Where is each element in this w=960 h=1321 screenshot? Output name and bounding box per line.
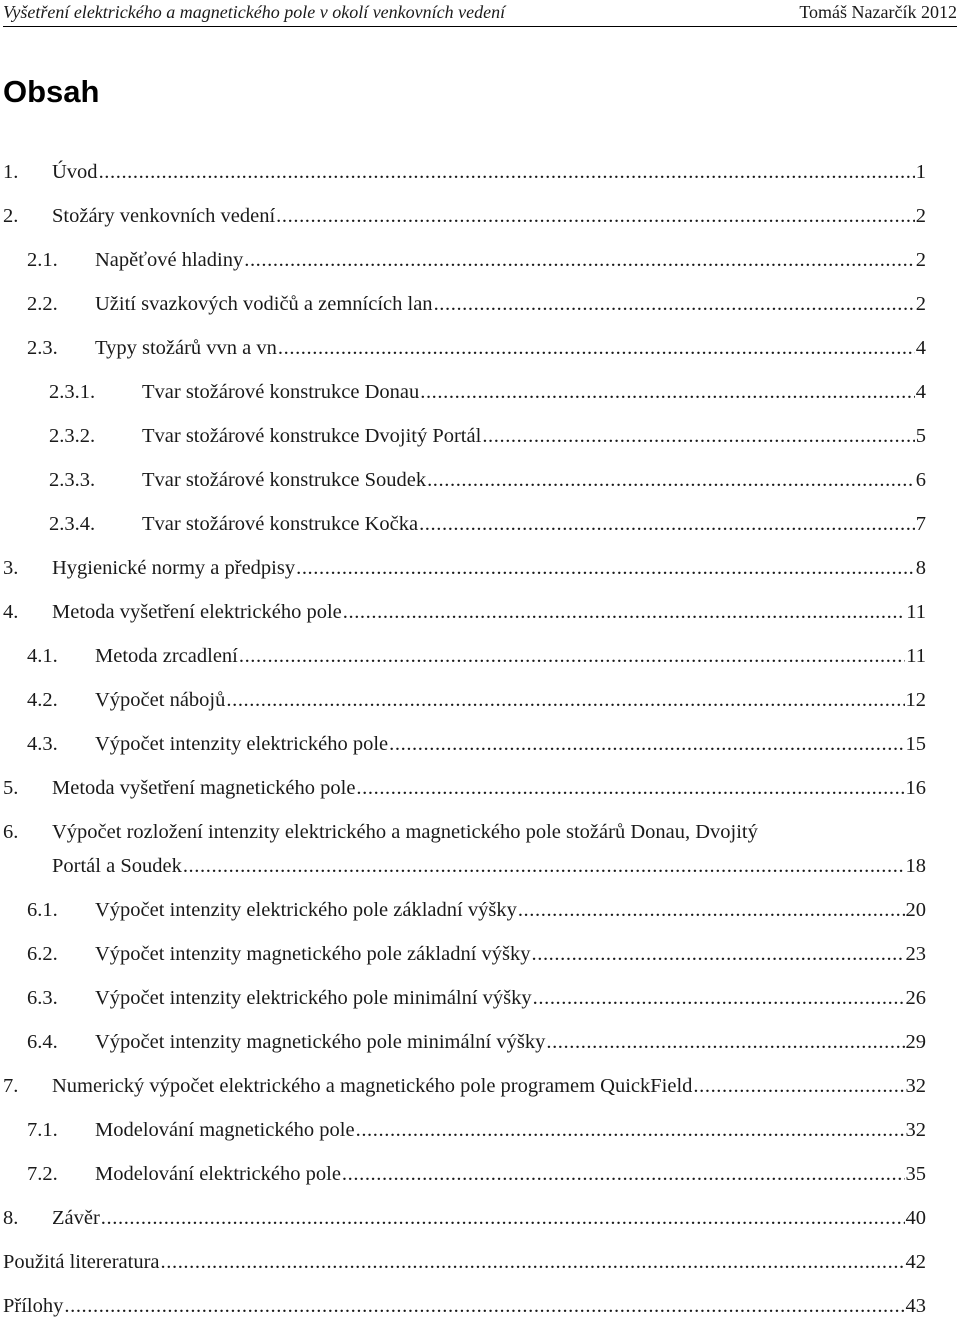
toc-entry[interactable]	[27, 246, 926, 274]
toc-entry-title: Výpočet intenzity magnetického pole minimální výšky	[95, 1031, 546, 1053]
toc-entry-title: Použitá litereratura	[3, 1251, 160, 1273]
toc-entry-page: 18	[905, 855, 926, 877]
toc-entry-title: Metoda vyšetření magnetického pole	[52, 777, 356, 799]
toc-entry-title: Hygienické normy a předpisy	[52, 557, 296, 579]
toc-entry-page: 6	[915, 469, 926, 491]
toc-entry[interactable]	[3, 1292, 926, 1320]
toc-entry-page: 4	[915, 381, 926, 403]
toc-leader-dots	[518, 896, 905, 924]
toc-leader-dots	[434, 290, 915, 318]
toc-entry-page: 2	[915, 205, 926, 227]
toc-entry-title: Metoda vyšetření elektrického pole	[52, 601, 342, 623]
toc-entry-title: Modelování magnetického pole	[95, 1119, 355, 1141]
toc-entry-page: 20	[905, 899, 926, 921]
toc-entry-number: 2.	[3, 205, 19, 227]
toc-entry[interactable]	[3, 554, 926, 582]
toc-entry[interactable]	[27, 896, 926, 924]
toc-entry-number: 4.1.	[27, 645, 58, 667]
toc-entry-title: Tvar stožárové konstrukce Donau	[142, 381, 420, 403]
toc-entry-title: Portál a Soudek	[52, 855, 182, 877]
toc-entry-page: 40	[905, 1207, 926, 1229]
toc-entry-page: 8	[915, 557, 926, 579]
toc-entry[interactable]	[27, 940, 926, 968]
toc-entry[interactable]	[27, 1160, 926, 1188]
toc-entry-page: 32	[905, 1119, 926, 1141]
toc-entry-number: 4.	[3, 601, 19, 623]
toc-entry[interactable]	[3, 202, 926, 230]
toc-entry-title: Přílohy	[3, 1295, 64, 1317]
header-author-year: Tomáš Nazarčík 2012	[799, 2, 957, 22]
toc-entry-title: Výpočet nábojů	[95, 689, 226, 711]
toc-entry-number: 2.1.	[27, 249, 58, 271]
toc-entry-number: 2.3.4.	[49, 513, 96, 535]
header-document-title: Vyšetření elektrického a magnetického pole v okolí venkovních vedení	[3, 2, 506, 22]
page-title: Obsah	[3, 74, 100, 109]
toc-entry-page: 32	[905, 1075, 926, 1097]
toc-entry-title: Numerický výpočet elektrického a magnetického pole programem QuickField	[52, 1075, 693, 1097]
toc-entry-page: 11	[906, 601, 926, 623]
toc-entry-page: 4	[915, 337, 926, 359]
toc-leader-dots	[244, 246, 915, 274]
toc-entry-page: 11	[906, 645, 926, 667]
toc-entry-number: 2.2.	[27, 293, 58, 315]
toc-entry-title: Výpočet intenzity elektrického pole minimální výšky	[95, 987, 532, 1009]
toc-entry-number: 2.3.3.	[49, 469, 96, 491]
toc-entry[interactable]	[49, 466, 926, 494]
toc-entry-number: 1.	[3, 161, 19, 183]
toc-leader-dots	[356, 774, 904, 802]
toc-entry[interactable]	[49, 378, 926, 406]
toc-entry-number: 3.	[3, 557, 19, 579]
toc-entry-title: Úvod	[52, 161, 98, 183]
toc-leader-dots	[533, 984, 905, 1012]
toc-entry-number: 6.4.	[27, 1031, 58, 1053]
toc-leader-dots	[420, 378, 915, 406]
toc-entry-page: 26	[905, 987, 926, 1009]
toc-entry-title: Užití svazkových vodičů a zemnících lan	[95, 293, 433, 315]
toc-entry-number: 7.2.	[27, 1163, 58, 1185]
toc-entry-title: Modelování elektrického pole	[95, 1163, 341, 1185]
toc-leader-dots	[427, 466, 915, 494]
toc-leader-dots	[226, 686, 904, 714]
toc-entry-page: 15	[905, 733, 926, 755]
toc-entry-title-line1: Výpočet rozložení intenzity elektrického a magnetického pole stožárů Donau, Dvojitý	[52, 821, 758, 843]
toc-leader-dots	[693, 1072, 904, 1100]
toc-entry-number: 2.3.2.	[49, 425, 96, 447]
toc-leader-dots	[342, 1160, 905, 1188]
toc-entry-page: 16	[905, 777, 926, 799]
toc-entry-title: Typy stožárů vvn a vn	[95, 337, 277, 359]
toc-entry-number: 6.1.	[27, 899, 58, 921]
toc-entry[interactable]	[3, 1248, 926, 1276]
toc-leader-dots	[419, 510, 915, 538]
toc-entry[interactable]	[3, 774, 926, 802]
toc-leader-dots	[276, 202, 915, 230]
toc-leader-dots	[389, 730, 904, 758]
toc-leader-dots	[356, 1116, 905, 1144]
toc-entry-number: 7.	[3, 1075, 19, 1097]
toc-leader-dots	[546, 1028, 904, 1056]
toc-entry[interactable]	[27, 334, 926, 362]
toc-entry[interactable]	[3, 1204, 926, 1232]
toc-entry-title: Stožáry venkovních vedení	[52, 205, 276, 227]
toc-entry-title: Závěr	[52, 1207, 100, 1229]
toc-entry[interactable]	[3, 158, 926, 186]
toc-entry-title: Tvar stožárové konstrukce Kočka	[142, 513, 419, 535]
toc-leader-dots	[101, 1204, 905, 1232]
toc-leader-dots	[278, 334, 915, 362]
toc-entry-page: 2	[915, 249, 926, 271]
toc-entry-number: 2.3.	[27, 337, 58, 359]
toc-leader-dots	[99, 158, 915, 186]
toc-entry-number: 5.	[3, 777, 19, 799]
toc-leader-dots	[482, 422, 914, 450]
toc-entry-title: Výpočet intenzity magnetického pole základní výšky	[95, 943, 531, 965]
toc-entry[interactable]	[27, 642, 926, 670]
toc-entry-number: 8.	[3, 1207, 19, 1229]
toc-entry-page: 5	[915, 425, 926, 447]
toc-entry-page: 29	[905, 1031, 926, 1053]
toc-entry-number: 2.3.1.	[49, 381, 96, 403]
toc-entry[interactable]	[3, 1072, 926, 1100]
toc-entry[interactable]	[27, 730, 926, 758]
toc-entry-title: Metoda zrcadlení	[95, 645, 238, 667]
toc-entry-page: 35	[905, 1163, 926, 1185]
toc-entry[interactable]	[27, 1116, 926, 1144]
toc-entry[interactable]	[3, 821, 926, 880]
toc-entry[interactable]	[49, 422, 926, 450]
toc-leader-dots	[64, 1292, 904, 1320]
toc-entry-page: 23	[905, 943, 926, 965]
toc-entry-page: 2	[915, 293, 926, 315]
toc-entry-number: 4.2.	[27, 689, 58, 711]
toc-leader-dots	[183, 852, 905, 880]
toc-entry-title: Tvar stožárové konstrukce Soudek	[142, 469, 427, 491]
toc-entry-title: Napěťové hladiny	[95, 249, 244, 271]
toc-entry[interactable]	[27, 290, 926, 318]
toc-entry-page: 1	[915, 161, 926, 183]
toc-entry-title: Výpočet intenzity elektrického pole	[95, 733, 389, 755]
toc-entry-number: 6.2.	[27, 943, 58, 965]
toc-leader-dots	[161, 1248, 905, 1276]
toc-leader-dots	[239, 642, 905, 670]
toc-entry-title: Tvar stožárové konstrukce Dvojitý Portál	[142, 425, 482, 447]
toc-entry-page: 43	[905, 1295, 926, 1317]
toc-entry[interactable]	[3, 598, 926, 626]
toc-entry[interactable]	[27, 1028, 926, 1056]
toc-leader-dots	[532, 940, 905, 968]
toc-entry-number: 4.3.	[27, 733, 58, 755]
toc-entry[interactable]	[49, 510, 926, 538]
toc-entry[interactable]	[27, 984, 926, 1012]
toc-entry-page: 12	[905, 689, 926, 711]
toc-entry-page: 42	[905, 1251, 926, 1273]
toc-entry-number: 6.3.	[27, 987, 58, 1009]
toc-entry-page: 7	[915, 513, 926, 535]
toc-leader-dots	[296, 554, 915, 582]
toc-leader-dots	[343, 598, 906, 626]
toc-entry-number: 6.	[3, 821, 19, 843]
toc-entry-title: Výpočet intenzity elektrického pole základní výšky	[95, 899, 517, 921]
toc-entry-number: 7.1.	[27, 1119, 58, 1141]
toc-entry[interactable]	[27, 686, 926, 714]
